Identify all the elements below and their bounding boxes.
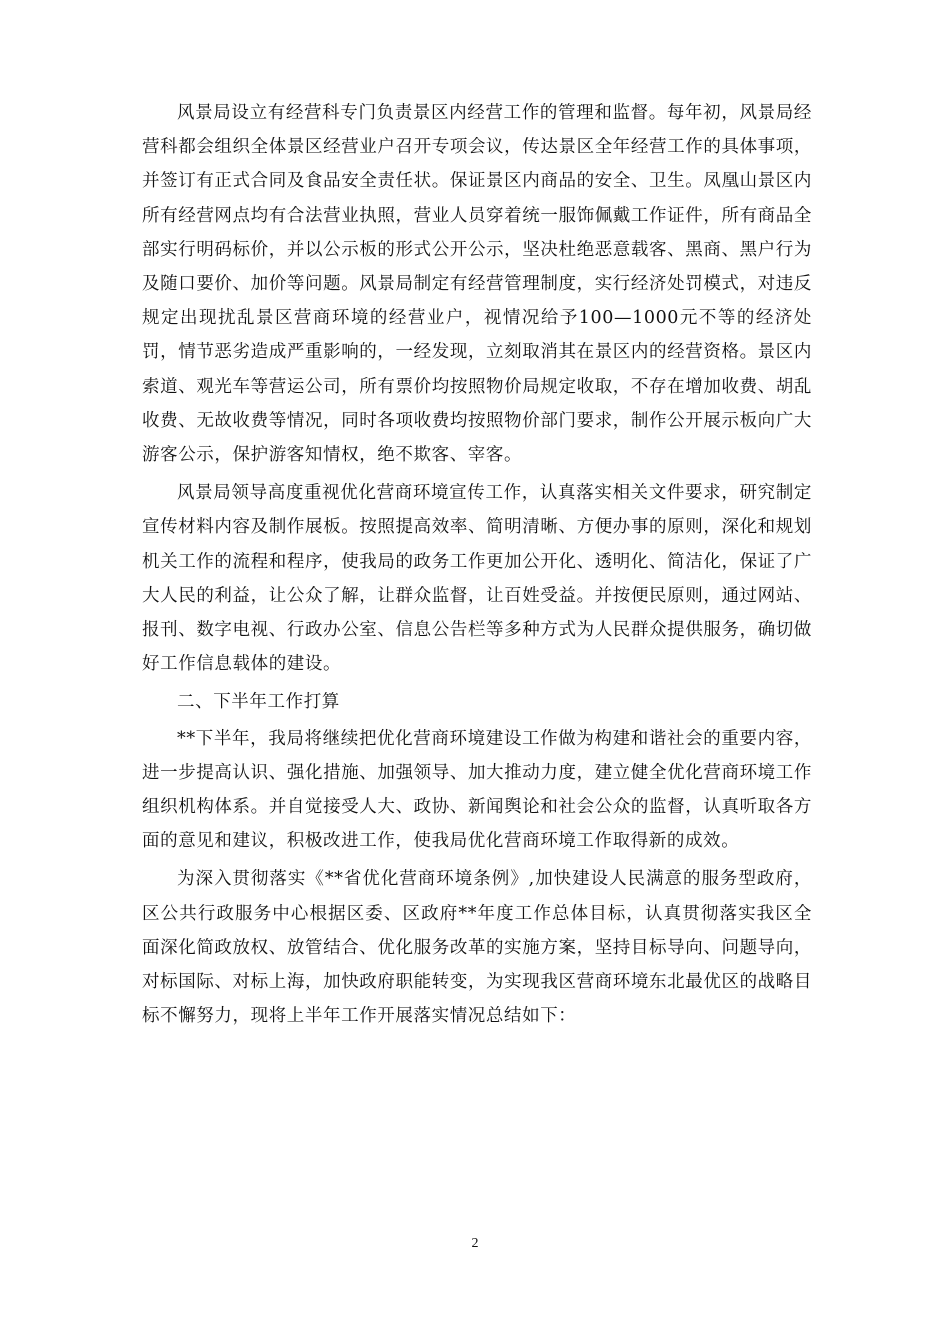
section-heading-second-half-plan: 二、下半年工作打算 [177, 692, 340, 713]
paragraph-implementation-summary: 为深入贯彻落实《**省优化营商环境条例》,加快建设人民满意的服务型政府，区公共行政服务中心根据区委、区政府**年度工作总体目标，认真贯彻落实我区全面深化简政放权、放管结合、优化服务改革的实施方案，坚持目标导向、问题导向，对标国际、对标上海，加快政府职能转变，为实现我区营商环境东北最优区的战略目标不懈努力，现将上半年工作开展落实情况总结如下： [142, 869, 812, 1027]
document-body [142, 96, 812, 1037]
paragraph-publicity-work: 风景局领导高度重视优化营商环境宣传工作，认真落实相关文件要求，研究制定宣传材料内容及制作展板。按照提高效率、简明清晰、方便办事的原则，深化和规划机关工作的流程和程序，使我局的政务工作更加公开化、透明化、简洁化，保证了广大人民的利益，让公众了解，让群众监督，让百姓受益。并按便民原则，通过网站、报刊、数字电视、行政办公室、信息公告栏等多种方式为人民群众提供服务，确切做好工作信息载体的建设。 [142, 483, 812, 675]
page-number: 2 [471, 1236, 479, 1251]
paragraph-business-management: 风景局设立有经营科专门负责景区内经营工作的管理和监督。每年初，风景局经营科都会组织全体景区经营业户召开专项会议，传达景区全年经营工作的具体事项，并签订有正式合同及食品安全责任状。保证景区内商品的安全、卫生。凤凰山景区内所有经营网点均有合法营业执照，营业人员穿着统一服饰佩戴工作证件，所有商品全部实行明码标价，并以公示板的形式公开公示，坚决杜绝恶意载客、黑商、黑户行为及随口要价、加价等问题。风景局制定有经营管理制度，实行经济处罚模式，对违反规定出现扰乱景区营商环境的经营业户，视情况给予100—1000元不等的经济处罚，情节恶劣造成严重影响的，一经发现，立刻取消其在景区内的经营资格。景区内索道、观光车等营运公司，所有票价均按照物价局规定收取，不存在增加收费、胡乱收费、无故收费等情况，同时各项收费均按照物价部门要求，制作公开展示板向广大游客公示，保护游客知情权，绝不欺客、宰客。 [142, 103, 812, 466]
paragraph-second-half-plan: **下半年，我局将继续把优化营商环境建设工作做为构建和谐社会的重要内容，进一步提高认识、强化措施、加强领导、加大推动力度，建立健全优化营商环境工作组织机构体系。并自觉接受人大、政协、新闻舆论和社会公众的监督，认真听取各方面的意见和建议，积极改进工作，使我局优化营商环境工作取得新的成效。 [142, 728, 812, 852]
